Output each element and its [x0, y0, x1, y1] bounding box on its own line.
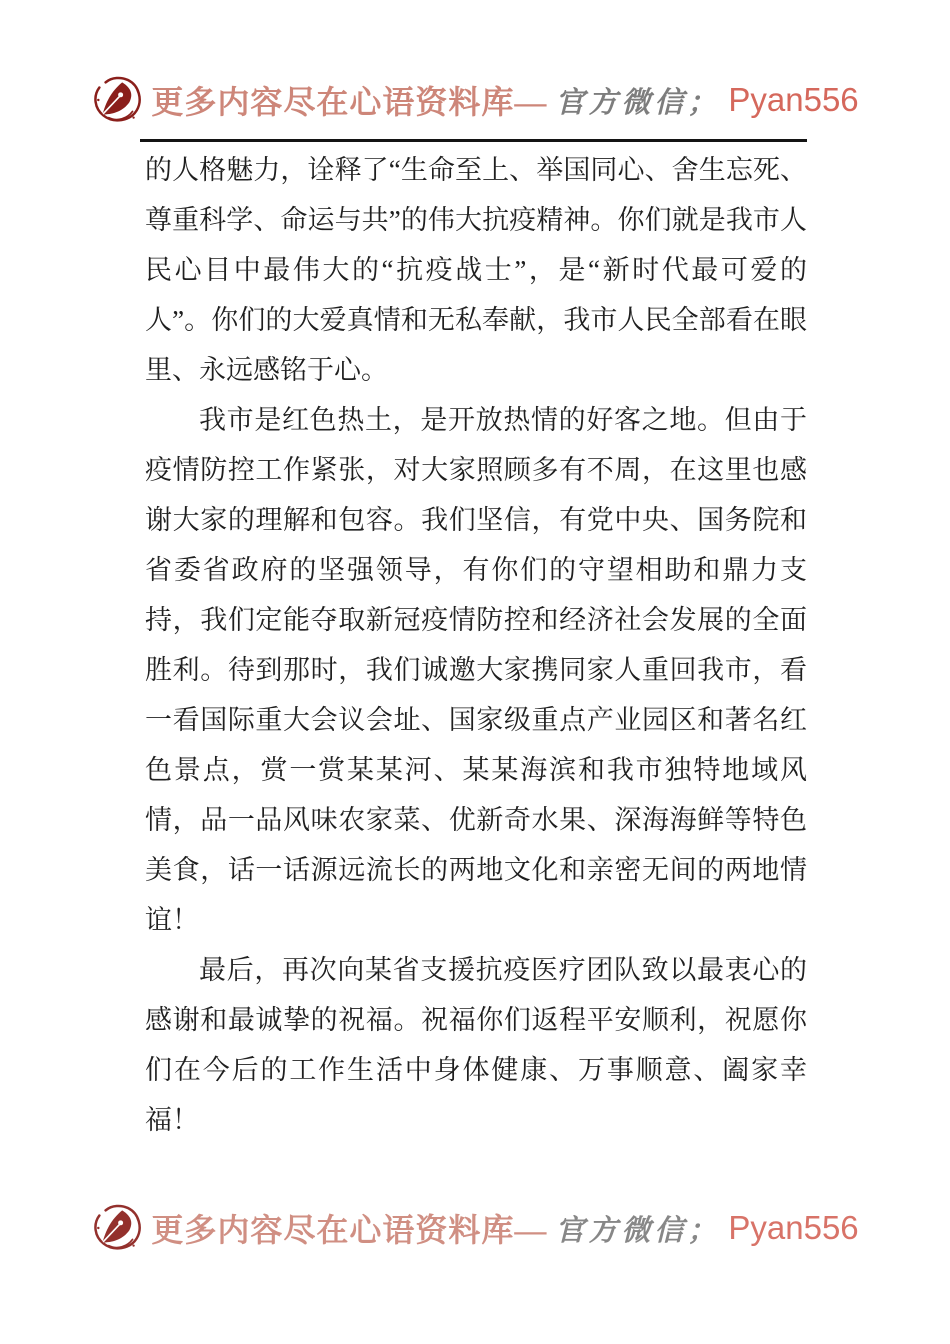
watermark-wechat-id: Pyan556	[728, 81, 859, 118]
pen-nib-circle-icon	[91, 72, 143, 128]
paragraph-1: 的人格魅力，诠释了“生命至上、举国同心、舍生忘死、尊重科学、命运与共”的伟大抗疫精神。你们就是我市人民心目中最伟大的“抗疫战士”，是“新时代最可爱的人”。你们的大爱真情和无私奉献，我市人民全部看在眼里、永远感铭于心。	[145, 155, 807, 385]
footer-watermark	[0, 1200, 950, 1256]
paragraph-2: 我市是红色热土，是开放热情的好客之地。但由于疫情防控工作紧张，对大家照顾多有不周，在这里也感谢大家的理解和包容。我们坚信，有党中央、国务院和省委省政府的坚强领导，有你们的守望相助和鼎力支持，我们定能夺取新冠疫情防控和经济社会发展的全面胜利。待到那时，我们诚邀大家携同家人重回我市，看一看国际重大会议会址、国家级重点产业园区和著名红色景点，赏一赏某某河、某某海滨和我市独特地域风情，品一品风味农家菜、优新奇水果、深海海鲜等特色美食，话一话源远流长的两地文化和亲密无间的两地情谊！	[145, 405, 807, 935]
letter-body	[145, 145, 807, 1145]
header-divider	[140, 139, 807, 142]
header-watermark	[0, 72, 950, 128]
watermark-brand-text: 更多内容尽在心语资料库—	[151, 84, 548, 120]
watermark-brand-text: 更多内容尽在心语资料库—	[151, 1212, 548, 1248]
watermark-wechat-label: 官方微信；	[555, 86, 721, 119]
paragraph-3: 最后，再次向某省支援抗疫医疗团队致以最衷心的感谢和最诚挚的祝福。祝福你们返程平安顺利，祝愿你们在今后的工作生活中身体健康、万事顺意、阖家幸福！	[145, 955, 807, 1135]
pen-nib-circle-icon	[91, 1200, 143, 1256]
watermark-wechat-id: Pyan556	[728, 1209, 859, 1246]
watermark-wechat-label: 官方微信；	[555, 1214, 721, 1247]
